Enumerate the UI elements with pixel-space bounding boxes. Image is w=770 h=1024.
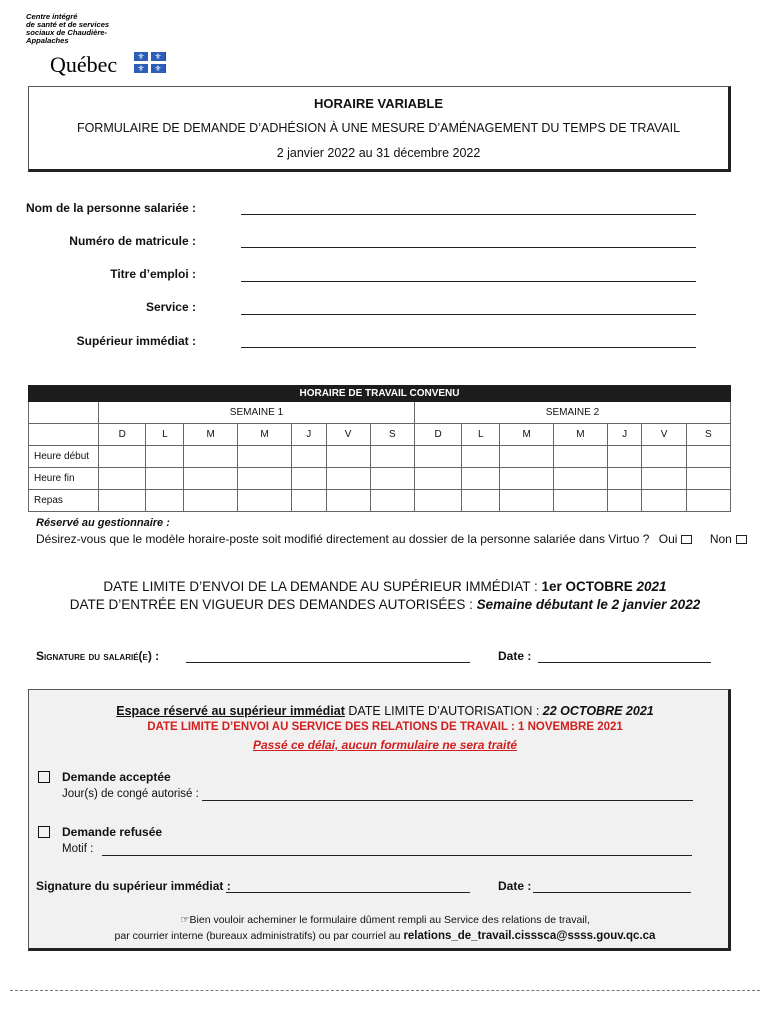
accepted-label: Demande acceptée <box>62 770 171 784</box>
accepted-checkbox[interactable] <box>38 770 50 788</box>
day-header: V <box>642 424 686 446</box>
org-line-4: Appalaches <box>26 36 69 45</box>
schedule-cell[interactable] <box>326 446 370 468</box>
supervisor-title <box>0 704 770 718</box>
schedule-cell[interactable] <box>554 468 608 490</box>
supervisor-signature-label: Signature du supérieur immédiat : <box>36 879 231 893</box>
schedule-cell[interactable] <box>462 446 500 468</box>
form-title: HORAIRE VARIABLE <box>313 96 444 111</box>
day-header: M <box>554 424 608 446</box>
schedule-cell[interactable] <box>326 490 370 512</box>
field-label-supervisor: Supérieur immédiat : <box>76 334 196 348</box>
field-label-service: Service : <box>145 300 196 314</box>
name-field[interactable] <box>241 214 696 215</box>
matricule-field[interactable] <box>241 247 696 248</box>
quebec-flag-icon <box>134 52 166 73</box>
supervisor-date-label: Date : <box>498 879 532 893</box>
schedule-cell[interactable] <box>607 490 642 512</box>
schedule-cell[interactable] <box>607 468 642 490</box>
authorized-days-field[interactable] <box>202 800 693 801</box>
schedule-cell[interactable] <box>686 446 730 468</box>
footer-line-1: Bien vouloir acheminer le formulaire dûment rempli au Service des relations de travail, <box>189 914 590 926</box>
employee-signature-label: Signature du salarié(e) : <box>36 649 160 663</box>
quebec-wordmark: Québec <box>50 52 118 77</box>
day-header: D <box>414 424 461 446</box>
manager-note-question-line <box>36 532 747 546</box>
deadline-1-date: 1er OCTOBRE <box>541 579 637 594</box>
schedule-cell[interactable] <box>99 446 146 468</box>
day-header: L <box>146 424 184 446</box>
manager-note-label: Réservé au gestionnaire : <box>36 517 170 529</box>
job-title-field[interactable] <box>241 281 696 282</box>
schedule-cell[interactable] <box>291 446 326 468</box>
form-subtitle: FORMULAIRE DE DEMANDE D’ADHÉSION À UNE MESURE D’AMÉNAGEMENT DU TEMPS DE TRAVAIL <box>76 121 681 135</box>
table-row <box>29 468 731 490</box>
row-label: Heure début <box>29 446 99 468</box>
employee-signature-field[interactable] <box>186 662 470 663</box>
schedule-cell[interactable] <box>642 468 686 490</box>
schedule-cell[interactable] <box>146 446 184 468</box>
supervisor-signature-field[interactable] <box>226 892 470 893</box>
schedule-cell[interactable] <box>238 446 292 468</box>
schedule-cell[interactable] <box>642 490 686 512</box>
employee-date-field[interactable] <box>538 662 711 663</box>
schedule-cell[interactable] <box>326 468 370 490</box>
pointing-hand-icon: ☞ <box>180 914 190 926</box>
schedule-cell[interactable] <box>500 468 554 490</box>
schedule-cell[interactable] <box>554 490 608 512</box>
yes-label: Oui <box>658 532 678 546</box>
field-label-name: Nom de la personne salariée : <box>25 201 196 215</box>
deadline-1-year: 2021 <box>636 579 667 594</box>
supervisor-date-field[interactable] <box>533 892 691 893</box>
form-period: 2 janvier 2022 au 31 décembre 2022 <box>276 146 481 160</box>
schedule-cell[interactable] <box>686 490 730 512</box>
day-header: L <box>462 424 500 446</box>
work-schedule-table <box>28 385 731 512</box>
deadline-line-1 <box>0 579 770 594</box>
schedule-cell[interactable] <box>238 490 292 512</box>
day-header-row <box>29 424 731 446</box>
footer-contact <box>0 930 770 942</box>
footer-instructions <box>0 914 770 926</box>
schedule-cell[interactable] <box>184 468 238 490</box>
fleur-de-lis-icon: ⚜ <box>151 52 165 61</box>
week-1-header: SEMAINE 1 <box>99 402 415 424</box>
schedule-cell[interactable] <box>99 490 146 512</box>
no-checkbox[interactable] <box>736 535 747 544</box>
schedule-cell[interactable] <box>414 468 461 490</box>
organization-name <box>26 13 136 45</box>
day-header: S <box>686 424 730 446</box>
red-deadline: DATE LIMITE D’ENVOI AU SERVICE DES RELATIONS DE TRAVAIL : 1 NOVEMBRE 2021 <box>147 721 623 733</box>
page-divider <box>10 990 760 991</box>
day-header: M <box>500 424 554 446</box>
schedule-cell[interactable] <box>414 446 461 468</box>
schedule-cell[interactable] <box>414 490 461 512</box>
schedule-cell[interactable] <box>607 446 642 468</box>
refused-label: Demande refusée <box>62 825 163 839</box>
form-header <box>28 86 731 172</box>
schedule-cell[interactable] <box>291 468 326 490</box>
org-line-1: Centre intégré <box>26 12 78 21</box>
fleur-de-lis-icon: ⚜ <box>151 64 165 73</box>
refused-checkbox[interactable] <box>38 825 50 843</box>
late-warning: Passé ce délai, aucun formulaire ne sera traité <box>252 738 518 752</box>
schedule-cell[interactable] <box>462 490 500 512</box>
schedule-cell[interactable] <box>146 490 184 512</box>
schedule-cell[interactable] <box>500 490 554 512</box>
fleur-de-lis-icon: ⚜ <box>134 52 148 61</box>
day-header: J <box>291 424 326 446</box>
deadline-2-date: Semaine débutant le 2 janvier 2022 <box>476 597 701 612</box>
org-line-2: de santé et de services <box>26 20 110 29</box>
table-row <box>29 490 731 512</box>
authorization-deadline: 22 OCTOBRE 2021 <box>542 704 654 718</box>
day-header: S <box>370 424 414 446</box>
schedule-cell[interactable] <box>370 490 414 512</box>
supervisor-title-underlined: Espace réservé au supérieur immédiat <box>116 704 345 718</box>
deadline-1-text: DATE LIMITE D’ENVOI DE LA DEMANDE AU SUPÉRIEUR IMMÉDIAT : <box>103 579 542 594</box>
accepted-sub-label: Jour(s) de congé autorisé : <box>62 788 199 800</box>
schedule-cell[interactable] <box>554 446 608 468</box>
no-label: Non <box>709 532 732 546</box>
schedule-cell[interactable] <box>184 490 238 512</box>
org-line-3: sociaux de Chaudière- <box>26 28 108 37</box>
fleur-de-lis-icon: ⚜ <box>134 64 148 73</box>
day-header: M <box>238 424 292 446</box>
schedule-cell[interactable] <box>184 446 238 468</box>
footer-line-2: par courrier interne (bureaux administratifs) ou par courriel au <box>114 930 404 942</box>
field-label-job-title: Titre d’emploi : <box>110 267 196 281</box>
supervisor-field[interactable] <box>241 347 696 348</box>
yes-checkbox[interactable] <box>681 535 692 544</box>
service-field[interactable] <box>241 314 696 315</box>
schedule-cell[interactable] <box>146 468 184 490</box>
row-label: Repas <box>29 490 99 512</box>
schedule-cell[interactable] <box>99 468 146 490</box>
schedule-title: HORAIRE DE TRAVAIL CONVENU <box>29 386 731 402</box>
table-row <box>29 446 731 468</box>
field-label-matricule: Numéro de matricule : <box>69 234 196 248</box>
contact-email-link[interactable]: relations_de_travail.cisssca@ssss.gouv.qc.ca <box>403 930 656 942</box>
row-label: Heure fin <box>29 468 99 490</box>
schedule-cell[interactable] <box>462 468 500 490</box>
schedule-cell[interactable] <box>370 446 414 468</box>
supervisor-title-rest: DATE LIMITE D’AUTORISATION : <box>344 704 543 718</box>
schedule-cell[interactable] <box>291 490 326 512</box>
refusal-reason-field[interactable] <box>102 855 692 856</box>
day-header: M <box>184 424 238 446</box>
schedule-cell[interactable] <box>642 446 686 468</box>
schedule-cell[interactable] <box>238 468 292 490</box>
schedule-cell[interactable] <box>370 468 414 490</box>
refused-sub-label: Motif : <box>62 843 94 855</box>
schedule-cell[interactable] <box>686 468 730 490</box>
deadline-line-2 <box>0 597 770 612</box>
deadline-2-text: DATE D’ENTRÉE EN VIGUEUR DES DEMANDES AUTORISÉES : <box>69 597 477 612</box>
week-2-header: SEMAINE 2 <box>414 402 730 424</box>
schedule-cell[interactable] <box>500 446 554 468</box>
day-header: J <box>607 424 642 446</box>
employee-date-label: Date : <box>498 649 532 663</box>
day-header: V <box>326 424 370 446</box>
manager-note-question: Désirez-vous que le modèle horaire-poste soit modifié directement au dossier de la personne salariée dans Virtuo ? <box>36 532 650 546</box>
day-header: D <box>99 424 146 446</box>
